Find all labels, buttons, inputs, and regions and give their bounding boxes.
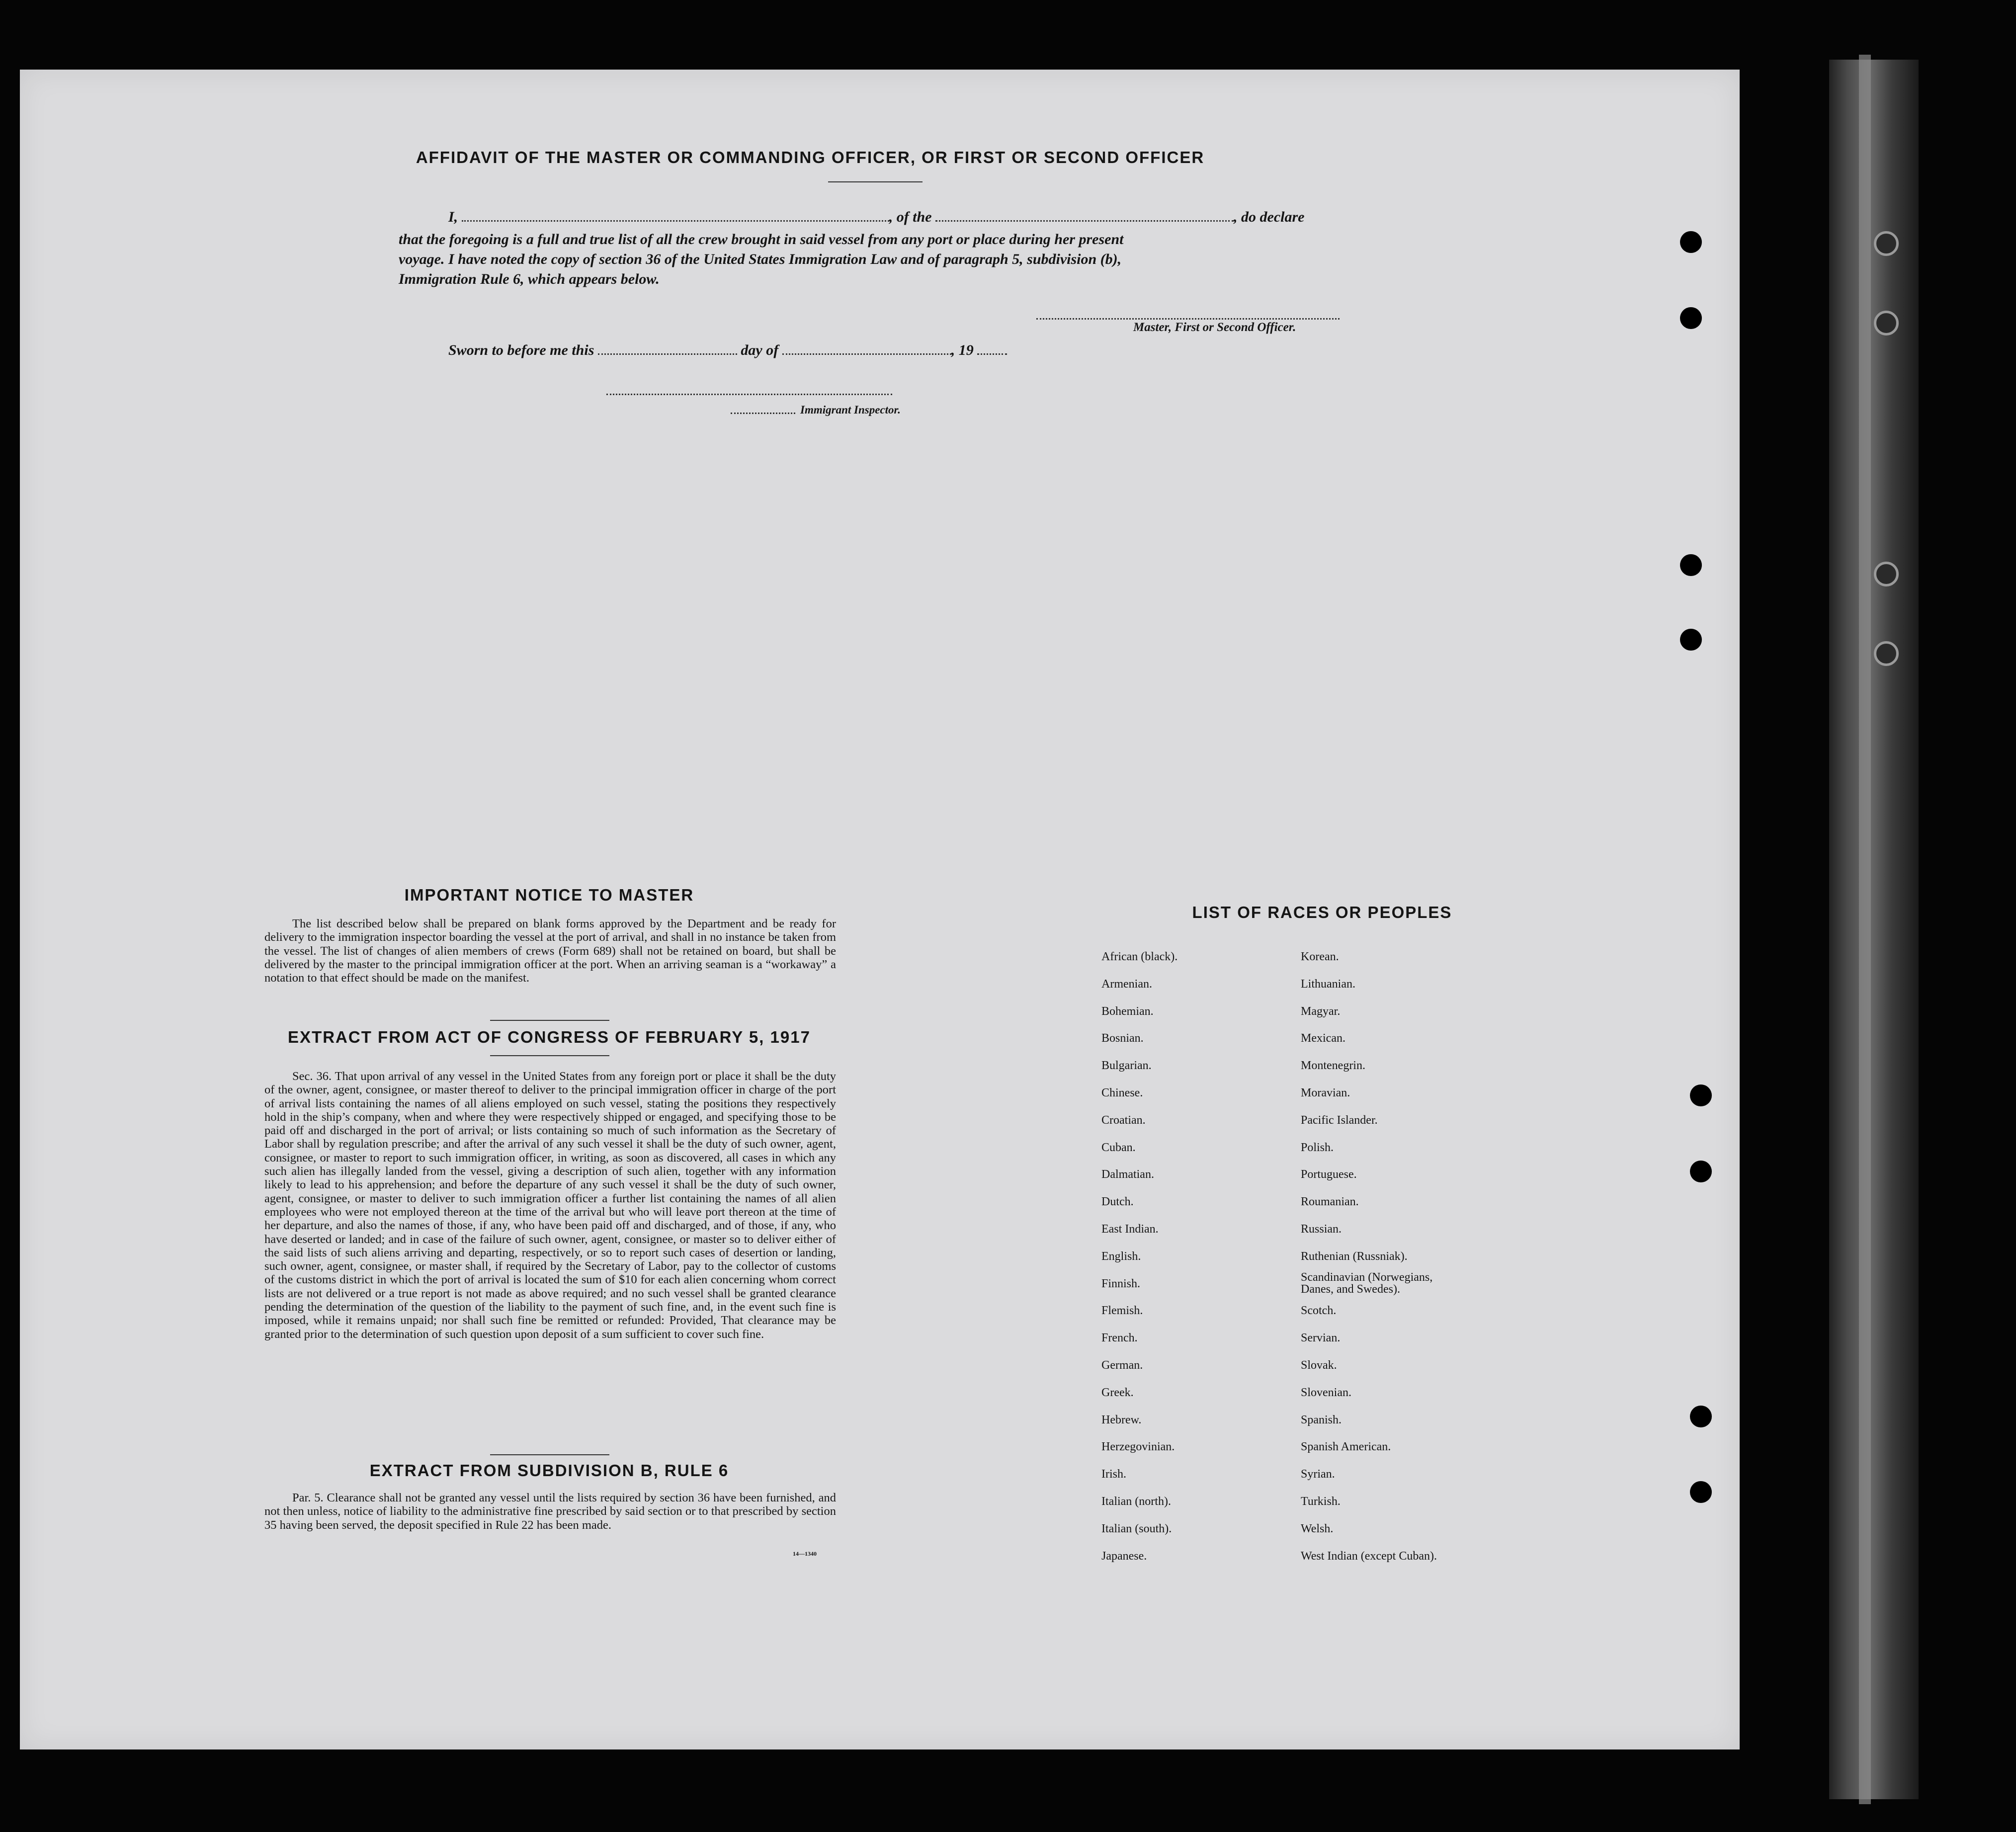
punch-hole (1690, 1161, 1712, 1182)
race-item: Armenian. (1101, 977, 1152, 991)
race-item: Ruthenian (Russniak). (1301, 1249, 1408, 1263)
race-item: Roumanian. (1301, 1195, 1359, 1209)
affidavit-line-2: that the foregoing is a full and true list of all the crew brought in said vessel from any port or place during her present (399, 231, 1124, 248)
race-item: Spanish. (1301, 1413, 1342, 1426)
race-item: Slovenian. (1301, 1386, 1351, 1399)
rule-paragraph-label: Par. 5. (292, 1491, 324, 1504)
race-item: Russian. (1301, 1223, 1342, 1236)
month-blank (782, 353, 951, 355)
race-item: Herzegovinian. (1101, 1440, 1175, 1454)
race-item: Lithuanian. (1301, 977, 1355, 991)
year-blank (977, 353, 1007, 355)
race-item: West Indian (except Cuban). (1301, 1549, 1437, 1563)
race-item: Welsh. (1301, 1522, 1334, 1535)
manifest-page (20, 70, 1740, 1749)
affidavit-i: I, (448, 209, 458, 225)
punch-hole (1680, 554, 1702, 576)
race-item: East Indian. (1101, 1223, 1159, 1236)
race-item: Mexican. (1301, 1032, 1345, 1045)
race-item: Servian. (1301, 1332, 1341, 1345)
affidavit-declare: , do declare (1234, 209, 1305, 225)
race-item: Flemish. (1101, 1304, 1143, 1318)
act-section-label: Sec. 36. (292, 1070, 332, 1083)
punch-hole (1680, 629, 1702, 651)
punch-hole (1680, 231, 1702, 253)
race-item: Dalmatian. (1101, 1168, 1154, 1181)
signature-label: Master, First or Second Officer. (1133, 321, 1296, 334)
rule-text (264, 1491, 836, 1532)
punch-hole (1690, 1406, 1712, 1427)
race-item: Magyar. (1301, 1004, 1341, 1018)
section-rule (490, 1020, 609, 1021)
rule-title: EXTRACT FROM SUBDIVISION B, RULE 6 (369, 1461, 729, 1480)
race-item: African (black). (1101, 950, 1178, 963)
race-item: Syrian. (1301, 1468, 1335, 1481)
punch-hole (1690, 1481, 1712, 1503)
inspector-label: Immigrant Inspector. (800, 404, 901, 416)
section-rule (490, 1454, 609, 1455)
punch-hole (1680, 307, 1702, 329)
race-item: Cuban. (1101, 1141, 1136, 1154)
affidavit-line-4: Immigration Rule 6, which appears below. (399, 271, 660, 287)
race-item: Italian (north). (1101, 1495, 1171, 1508)
form-number: 14—1340 (793, 1550, 817, 1557)
binding-ring (1874, 562, 1899, 586)
act-body: That upon arrival of any vessel in the United States from any foreign port or place it shall be the duty of the owner, agent, consignee, or master thereof to deliver to the principal immigration officer in charge of the port of arrival lists containing the names of all aliens employed on such vessel, stating the positions they respectively hold in the ship’s company, when and where they were respectively shipped or engaged, and specifying those to be paid off and discharged in the port of arrival; or lists containing so much of such information as the Secretary of Labor shall by regulation prescribe; and after the arrival of any such vessel it shall be the duty of such owner, agent, consignee, or master to report to such immigration officer, in writing, as soon as discovered, all cases in which any such alien has illegally landed from the vessel, giving a description of such alien, together with any information likely to lead to his apprehension; and before the departure of any such vessel it shall be the duty of such owner, agent, consignee, or master to deliver to such immigration officer a further list containing the names of all alien employees who were not employed thereon at the time of the arrival but who will leave port thereon at the time of her departure, and also the names of those, if any, who have been paid off and discharged, and of those, if any, who have deserted or landed; and in case of the failure of such owner, agent, consignee, or master so to deliver either of the said lists of such aliens arriving and departing, respectively, or so to report such cases of desertion or landing, such owner, agent, consignee, or master shall, if required by the Secretary of Labor, pay to the collector of customs of the customs district in which the port of arrival is located the sum of $10 for each alien concerning whom correct lists are not delivered or a true report is not made as above required; and no such vessel shall be granted clearance pending the determination of the question of the liability to the payment of such fine, and, in the event such fine is imposed, while it remains unpaid; nor shall such fine be remitted or refunded: Provided, That clearance may be granted prior to the determination of such question upon deposit of a sum sufficient to cover such fine. (264, 1070, 837, 1341)
binding-ring (1874, 311, 1899, 335)
notice-title: IMPORTANT NOTICE TO MASTER (404, 886, 694, 904)
act-title: EXTRACT FROM ACT OF CONGRESS OF FEBRUARY 5, 1917 (288, 1028, 811, 1046)
race-item: Scotch. (1301, 1304, 1337, 1318)
year-prefix: , 19 (951, 342, 974, 358)
inspector-name-blank (731, 413, 795, 414)
race-item: Scandinavian (Norwegians, Danes, and Swedes). (1301, 1270, 1433, 1296)
affidavit-line-3: voyage. I have noted the copy of section 36 of the United States Immigration Law and of paragraph 5, subdivision (b), (399, 251, 1122, 267)
sworn-line (448, 340, 1007, 360)
binding-strip (1859, 55, 1871, 1804)
race-item: Bosnian. (1101, 1032, 1144, 1045)
race-item: English. (1101, 1249, 1141, 1263)
race-item: Japanese. (1101, 1549, 1147, 1563)
act-text (264, 1070, 836, 1341)
race-item: Hebrew. (1101, 1413, 1142, 1426)
name-blank (462, 220, 889, 222)
race-item: Pacific Islander. (1301, 1113, 1378, 1127)
race-item: Portuguese. (1301, 1168, 1357, 1181)
position-blank (935, 220, 1234, 222)
race-item: Spanish American. (1301, 1440, 1391, 1454)
rule-body: Clearance shall not be granted any vessel until the lists required by section 36 have been furnished, and not then unless, notice of liability to the administrative fine prescribed by said section or to that prescribed by section 35 having been served, the deposit specified in Rule 22 has been made. (264, 1491, 836, 1532)
race-item: Croatian. (1101, 1113, 1146, 1127)
races-title: LIST OF RACES OR PEOPLES (1192, 903, 1452, 921)
section-rule (490, 1055, 609, 1056)
race-item: Bohemian. (1101, 1004, 1154, 1018)
day-of-text: day of (741, 342, 779, 358)
binding-ring (1874, 231, 1899, 256)
race-item: Montenegrin. (1301, 1059, 1365, 1073)
affidavit-line-1 (448, 207, 1304, 227)
race-item: French. (1101, 1332, 1138, 1345)
notice-text: The list described below shall be prepared on blank forms approved by the Department and be ready for delivery to the immigration inspector boarding the vessel at the port of arrival, and shall in no instance be taken from the vessel. The list of changes of alien members of crews (Form 689) shall not be retained on board, but shall be delivered by the master to the principal immigration officer at the port. When an arriving seaman is a “workaway” a notation to that effect should be made on the manifest. (264, 917, 836, 985)
race-item: Italian (south). (1101, 1522, 1172, 1535)
punch-hole (1690, 1084, 1712, 1106)
race-item: Finnish. (1101, 1277, 1141, 1290)
race-item: Turkish. (1301, 1495, 1341, 1508)
inspector-signature-blank (606, 394, 892, 395)
race-item: Moravian. (1301, 1086, 1350, 1099)
race-item: Irish. (1101, 1468, 1126, 1481)
sworn-text: Sworn to before me this (448, 342, 594, 358)
binding-ring (1874, 641, 1899, 666)
race-item: Polish. (1301, 1141, 1334, 1154)
title-rule (828, 181, 923, 182)
day-blank (598, 353, 737, 355)
affidavit-title: AFFIDAVIT OF THE MASTER OR COMMANDING OFFICER, OR FIRST OR SECOND OFFICER (416, 148, 1205, 167)
race-item: German. (1101, 1359, 1143, 1372)
race-item: Korean. (1301, 950, 1339, 963)
race-item: Bulgarian. (1101, 1059, 1152, 1073)
race-item: Slovak. (1301, 1359, 1337, 1372)
race-item: Greek. (1101, 1386, 1134, 1399)
signature-blank (1036, 318, 1340, 320)
race-item: Chinese. (1101, 1086, 1143, 1099)
affidavit-of-the: , of the (889, 209, 932, 225)
race-item: Dutch. (1101, 1195, 1134, 1209)
